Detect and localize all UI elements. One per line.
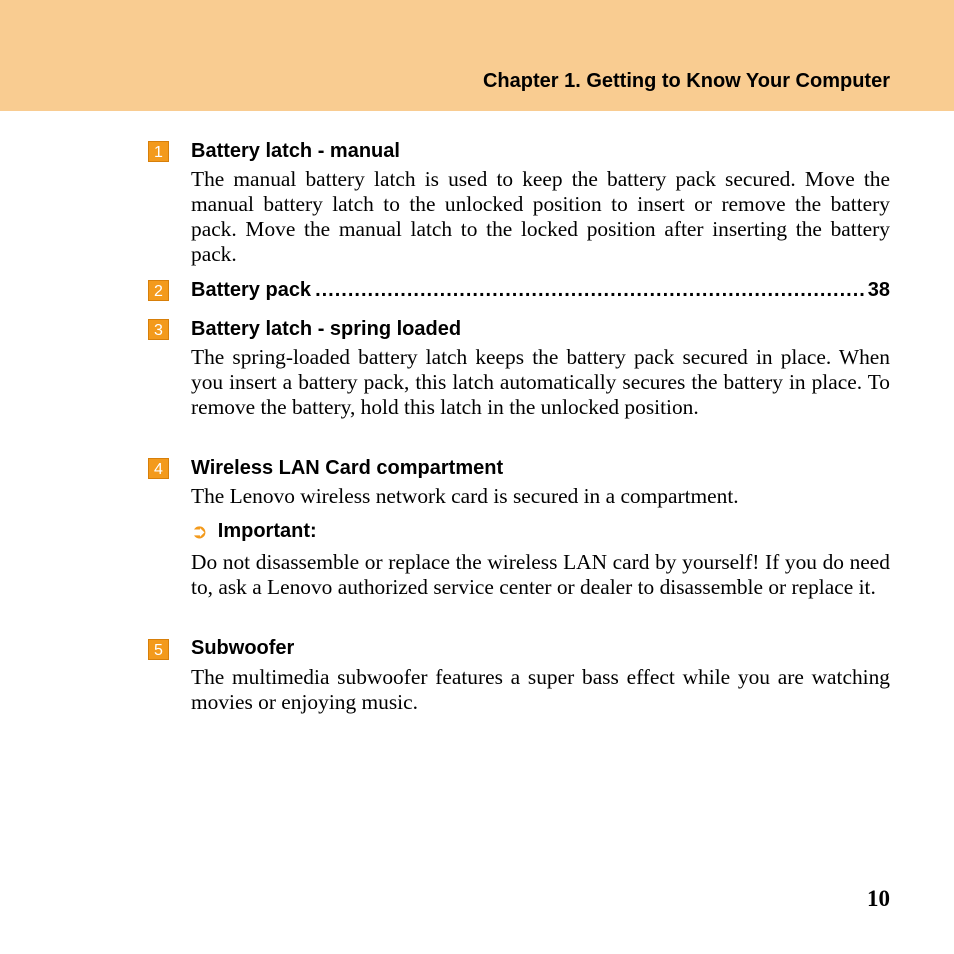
chapter-title: Chapter 1. Getting to Know Your Computer	[482, 70, 890, 92]
toc-entry-battery-pack[interactable]	[191, 278, 890, 302]
item-body-wireless-lan: The Lenovo wireless network card is secured in a compartment.	[191, 484, 739, 508]
item-heading-wireless-lan: Wireless LAN Card compartment	[191, 457, 504, 479]
header-band	[0, 0, 954, 111]
item-heading-subwoofer: Subwoofer	[191, 637, 295, 659]
item-body-battery-latch-spring: The spring-loaded battery latch keeps the battery pack secured in place. When you insert a battery pack, this latch automatically secures the battery in place. To remove the battery, hold this latch in the unlocked position.	[191, 345, 890, 419]
item-number-badge-4: 4	[148, 458, 169, 479]
toc-page-ref: 38	[867, 279, 890, 301]
item-number-badge-1: 1	[148, 141, 169, 162]
item-heading-battery-latch-spring: Battery latch - spring loaded	[191, 318, 462, 340]
item-number-badge-5: 5	[148, 639, 169, 660]
item-number-badge-2: 2	[148, 280, 169, 301]
item-body-subwoofer: The multimedia subwoofer features a super bass effect while you are watching movies or enjoying music.	[191, 665, 890, 714]
item-number-badge-3: 3	[148, 319, 169, 340]
arrow-right-icon: ➲	[191, 519, 208, 543]
item-heading-battery-latch-manual: Battery latch - manual	[191, 140, 400, 162]
toc-entry-label: Battery pack	[191, 279, 312, 301]
page-number: 10	[867, 886, 890, 911]
item-body-battery-latch-manual: The manual battery latch is used to keep the battery pack secured. Move the manual battery latch to the unlocked position to insert or remove the battery pack. Move the manual latch to the locked position after inserting the battery pack.	[191, 167, 890, 266]
important-text: Do not disassemble or replace the wireless LAN card by yourself! If you do need to, ask a Lenovo authorized service center or dealer to disassemble or replace it.	[191, 550, 890, 599]
important-label: Important:	[217, 520, 317, 542]
toc-leader-dots	[315, 278, 864, 302]
important-note	[191, 519, 317, 543]
